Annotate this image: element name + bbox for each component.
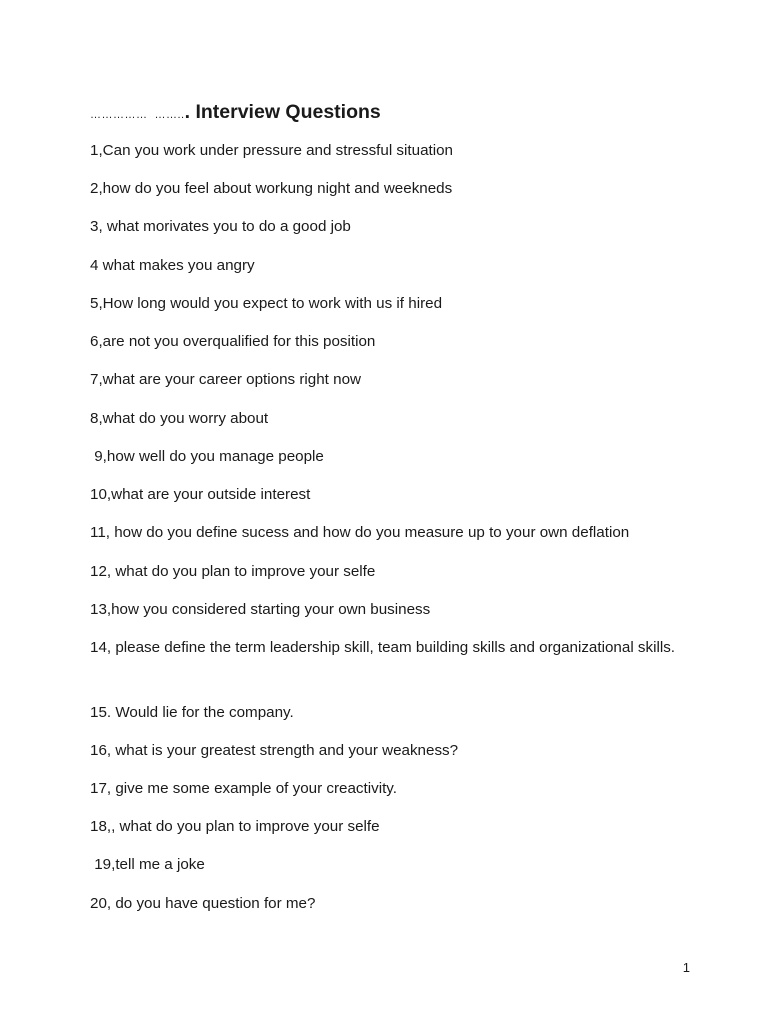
- title-text: . Interview Questions: [184, 101, 381, 123]
- question-8: 8,what do you worry about: [90, 410, 269, 427]
- question-17: 17, give me some example of your creactivity.: [90, 780, 397, 797]
- question-3: 3, what morivates you to do a good job: [90, 218, 351, 235]
- page-number: 1: [682, 960, 690, 975]
- question-12: 12, what do you plan to improve your selfe: [90, 563, 376, 580]
- question-19: 19,tell me a joke: [90, 856, 205, 873]
- question-11: 11, how do you define sucess and how do you measure up to your own deflation: [90, 524, 630, 541]
- question-2: 2,how do you feel about workung night and weekneds: [90, 180, 453, 197]
- question-1: 1,Can you work under pressure and stressful situation: [90, 142, 454, 159]
- question-4: 4 what makes you angry: [90, 257, 255, 274]
- question-14: 14, please define the term leadership skill, team building skills and organizational skills.: [90, 639, 676, 656]
- question-9: 9,how well do you manage people: [90, 448, 324, 465]
- question-7: 7,what are your career options right now: [90, 371, 361, 388]
- question-15: 15. Would lie for the company.: [90, 704, 294, 721]
- title-dots-2: ……..: [154, 109, 185, 121]
- question-13: 13,how you considered starting your own business: [90, 601, 431, 618]
- question-6: 6,are not you overqualified for this position: [90, 333, 376, 350]
- question-5: 5,How long would you expect to work with us if hired: [90, 295, 443, 312]
- question-18: 18,, what do you plan to improve your selfe: [90, 818, 380, 835]
- question-20: 20, do you have question for me?: [90, 895, 316, 912]
- title-dots-1: ……………: [90, 109, 148, 121]
- question-10: 10,what are your outside interest: [90, 486, 311, 503]
- question-16: 16, what is your greatest strength and your weakness?: [90, 742, 459, 759]
- page-title: [90, 94, 381, 128]
